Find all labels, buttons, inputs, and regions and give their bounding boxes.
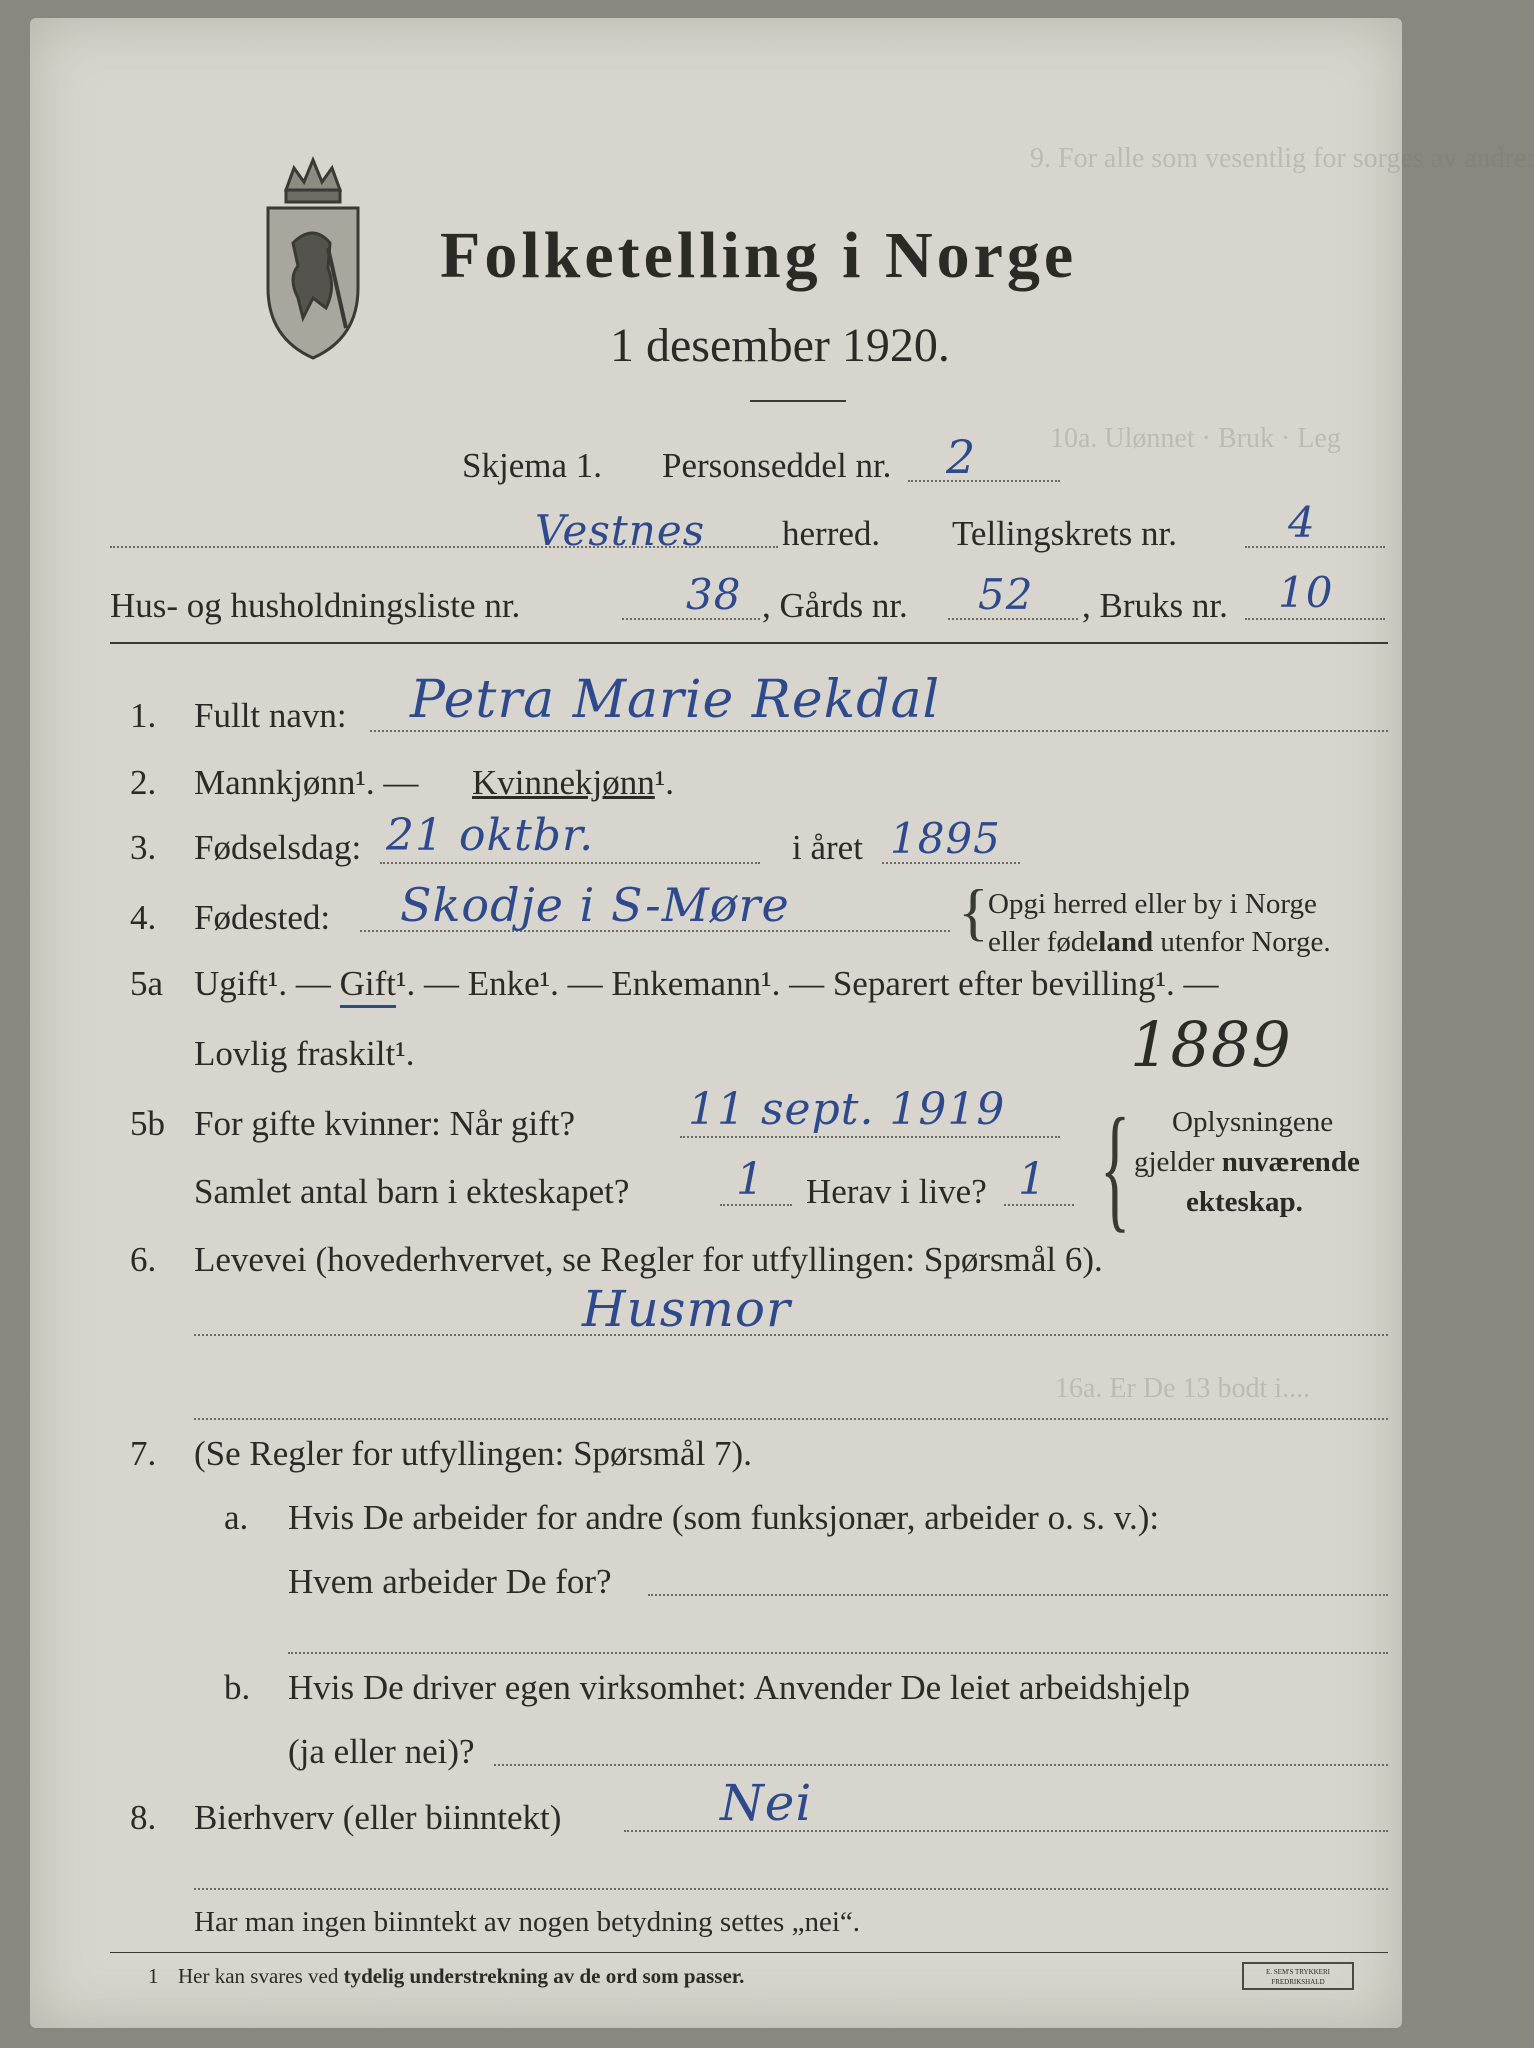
full-name-field[interactable] — [370, 730, 1388, 732]
q2-female-text: Kvinnekjønn — [472, 763, 655, 802]
q8-number: 8. — [130, 1798, 157, 1837]
q5a-fraskilt-option[interactable]: Lovlig fraskilt¹. — [194, 1034, 415, 1073]
gards-label: , Gårds nr. — [762, 586, 908, 625]
footnote-number: 1 — [148, 1964, 159, 1988]
q6-number: 6. — [130, 1240, 157, 1279]
q5a-gift-option[interactable]: Gift — [340, 964, 396, 1008]
gards-value: 52 — [978, 570, 1034, 619]
q7-label: (Se Regler for utfyllingen: Spørsmål 7). — [194, 1434, 752, 1473]
q7a-line1: Hvis De arbeider for andre (som funksjonær, arbeider o. s. v.): — [288, 1498, 1160, 1537]
birthday-field[interactable] — [380, 862, 760, 864]
printer-stamp — [1242, 1962, 1354, 1990]
q3-year-label: i året — [792, 828, 863, 867]
q5a-ugift-option[interactable]: Ugift¹. — — [194, 964, 331, 1003]
q8-label: Bierhverv (eller biinntekt) — [194, 1798, 562, 1837]
footnote-text — [178, 1964, 744, 1989]
q5b-number: 5b — [130, 1104, 165, 1143]
note-separator — [194, 1888, 1388, 1890]
bleed-through-text: 9. For alle som vesentlig for sorges av andre: — [1030, 143, 1534, 174]
birthplace-value: Skodje i S-Møre — [400, 878, 790, 932]
side-income-note: Har man ingen biinntekt av nogen betydning settes „nei“. — [194, 1906, 861, 1938]
printer-stamp-line2: FREDRIKSHALD — [1271, 1978, 1325, 1986]
norwegian-coat-of-arms-icon — [258, 148, 368, 363]
skjema-label: Skjema 1. — [462, 446, 602, 485]
children-value: 1 — [736, 1154, 765, 1205]
occupation-field-line1[interactable] — [194, 1334, 1388, 1336]
q5b-note-line2 — [1134, 1146, 1360, 1179]
q2-female-sup: ¹. — [654, 763, 675, 802]
form-title: Folketelling i Norge — [440, 219, 1078, 292]
husliste-label: Hus- og husholdningsliste nr. — [110, 586, 521, 625]
q2-female-option[interactable] — [472, 763, 674, 803]
title-divider — [750, 400, 846, 402]
q5b-brace: { — [1100, 1090, 1131, 1245]
q7-number: 7. — [130, 1434, 157, 1473]
q7a-line2: Hvem arbeider De for? — [288, 1562, 612, 1601]
bruks-label: , Bruks nr. — [1082, 586, 1228, 625]
census-form-sheet — [30, 18, 1534, 2028]
tellingskrets-value: 4 — [1288, 498, 1316, 547]
q5a-annotation: 1889 — [1130, 1008, 1292, 1081]
q4-note-part3: utenfor Norge. — [1153, 926, 1331, 958]
hired-help-field[interactable] — [494, 1764, 1388, 1766]
printer-stamp-line1: E. SEM'S TRYKKERI — [1266, 1968, 1330, 1976]
bleed-through-text: 16a. Er De 13 bodt i.... — [1055, 1373, 1311, 1404]
census-date: 1 desember 1920. — [610, 319, 950, 372]
q7b-line1: Hvis De driver egen virksomhet: Anvender De leiet arbeidshjelp — [288, 1668, 1190, 1707]
q7b-letter: b. — [224, 1668, 251, 1707]
q1-number: 1. — [130, 696, 157, 735]
q4-brace: { — [958, 876, 989, 947]
q5a-number: 5a — [130, 964, 164, 1003]
q5b-alive-label: Herav i live? — [806, 1172, 987, 1211]
full-name-value: Petra Marie Rekdal — [410, 670, 941, 730]
q7a-letter: a. — [224, 1498, 249, 1537]
q3-label: Fødselsdag: — [194, 828, 362, 867]
footnote-part2: tydelig understrekning av de ord som passer. — [343, 1964, 745, 1988]
q2-number: 2. — [130, 763, 157, 802]
bruks-field[interactable] — [1245, 618, 1385, 620]
birthday-value: 21 oktbr. — [386, 810, 595, 861]
q5b-note-line3: ekteskap. — [1186, 1186, 1303, 1218]
q4-note-part2: land — [1098, 926, 1154, 958]
side-income-value: Nei — [720, 1774, 813, 1832]
marriage-date-field[interactable] — [680, 1136, 1060, 1138]
q7b-line2: (ja eller nei)? — [288, 1732, 475, 1771]
q5a-options — [194, 964, 1218, 1004]
bleed-through-text: 10a. Ulønnet · Bruk · Leg — [1050, 423, 1341, 454]
q6-label: Levevei (hovederhvervet, se Regler for utfyllingen: Spørsmål 6). — [194, 1240, 1103, 1279]
footnote-part1: Her kan svares ved — [178, 1964, 344, 1988]
tellingskrets-label: Tellingskrets nr. — [952, 514, 1178, 553]
employer-field-line1[interactable] — [648, 1594, 1388, 1596]
birth-year-value: 1895 — [890, 814, 1001, 863]
q5b-children-label: Samlet antal barn i ekteskapet? — [194, 1172, 630, 1211]
employer-field-line2[interactable] — [288, 1652, 1388, 1654]
q5a-other-options[interactable]: ¹. — Enke¹. — Enkemann¹. — Separert efter bevilling¹. — — [396, 964, 1219, 1003]
q5b-note-part2: nuværende — [1221, 1146, 1360, 1178]
q4-number: 4. — [130, 898, 157, 937]
herred-label: herred. — [782, 514, 881, 553]
q2-male-option[interactable]: Mannkjønn¹. — — [194, 763, 419, 802]
bruks-value: 10 — [1278, 568, 1334, 617]
personseddel-field[interactable] — [908, 480, 1060, 482]
marriage-date-value: 11 sept. 1919 — [688, 1084, 1006, 1135]
personseddel-value: 2 — [946, 430, 977, 484]
q5b-note-part1: gjelder — [1134, 1146, 1222, 1178]
q4-note-line1: Opgi herred eller by i Norge — [988, 888, 1317, 920]
personseddel-label: Personseddel nr. — [662, 446, 892, 485]
occupation-field-line2[interactable] — [194, 1418, 1388, 1420]
herred-value: Vestnes — [535, 506, 706, 555]
q1-label: Fullt navn: — [194, 696, 347, 735]
husliste-value: 38 — [686, 570, 742, 619]
occupation-value: Husmor — [582, 1280, 791, 1338]
q4-note-line2 — [988, 926, 1331, 959]
footer-divider — [110, 1952, 1388, 1953]
q5b-note-line1: Oplysningene — [1172, 1106, 1334, 1138]
alive-value: 1 — [1018, 1154, 1047, 1205]
q4-note-part1: eller føde — [988, 926, 1099, 958]
q5b-label: For gifte kvinner: Når gift? — [194, 1104, 576, 1143]
header-divider — [110, 642, 1388, 644]
q3-number: 3. — [130, 828, 157, 867]
q4-label: Fødested: — [194, 898, 331, 937]
